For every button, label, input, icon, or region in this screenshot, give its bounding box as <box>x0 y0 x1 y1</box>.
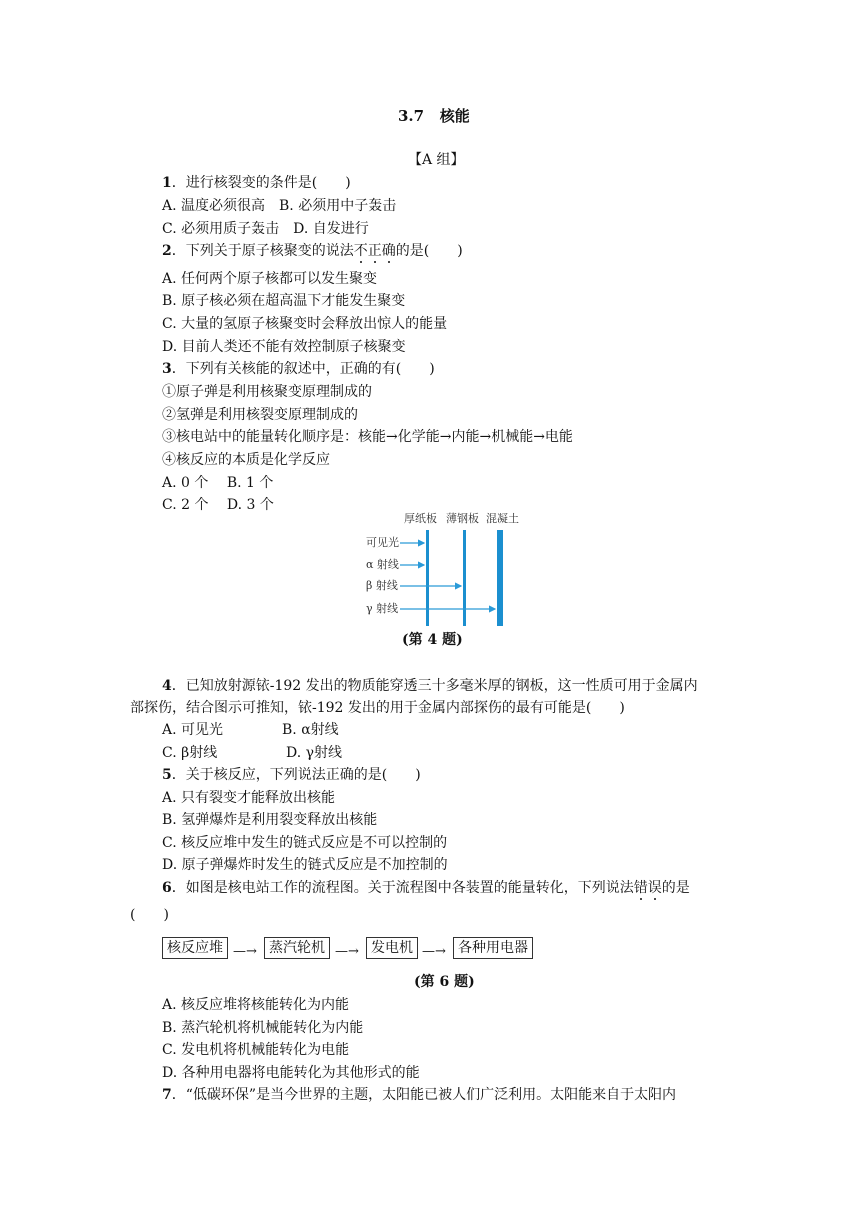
question-text: ．已知放射源铱-192 发出的物质能穿透三十多毫米厚的钢板，这一性质可用于金属内 <box>171 678 698 694</box>
question-number: 3 <box>162 361 172 377</box>
section-name: 核能 <box>439 107 470 125</box>
plate-label-concrete: 混凝土 <box>486 512 519 525</box>
question-text: ．下列有关核能的叙述中，正确的有( ) <box>171 361 435 377</box>
question-6-stem <box>162 878 690 898</box>
question-text: ．“低碳环保”是当今世界的主题，太阳能已被人们广泛利用。太阳能来自于太阳内 <box>171 1087 677 1103</box>
question-4-option-d: D. γ射线 <box>286 745 342 761</box>
ray-diagram <box>360 512 540 630</box>
caption-suffix: 题) <box>437 632 463 648</box>
question-5-option: B. 氢弹爆炸是利用裂变释放出核能 <box>162 812 378 828</box>
question-4-line-1 <box>162 676 698 696</box>
question-5-option: C. 核反应堆中发生的链式反应是不可以控制的 <box>162 835 448 851</box>
question-1-options-ab: A. 温度必须很高 B. 必须用中子轰击 <box>162 198 397 214</box>
plate-label-cardboard: 厚纸板 <box>404 512 437 525</box>
figure-4-penetration-diagram <box>360 512 540 630</box>
question-6-option: C. 发电机将机械能转化为电能 <box>162 1042 350 1058</box>
question-2-option: B. 原子核必须在超高温下才能发生聚变 <box>162 293 406 309</box>
question-text-end: 的是( ) <box>395 243 463 259</box>
question-text: ．如图是核电站工作的流程图。关于流程图中各装置的能量转化，下列说法 <box>171 880 634 896</box>
caption-suffix: 题) <box>449 974 475 990</box>
question-4-option-c: C. β射线 <box>162 745 218 761</box>
question-3-options-ab: A. 0 个 B. 1 个 <box>162 475 274 491</box>
question-5-stem <box>162 765 421 785</box>
flow-arrow: —→ <box>422 944 446 959</box>
flow-arrow: —→ <box>233 944 257 959</box>
section-number: 3.7 <box>398 107 425 125</box>
flow-box-turbine: 蒸汽轮机 <box>264 937 330 959</box>
group-label: 【A 组】 <box>408 152 465 168</box>
ray-label-gamma: γ 射线 <box>366 602 399 615</box>
question-1-stem <box>162 173 351 193</box>
question-6-option: D. 各种用电器将电能转化为其他形式的能 <box>162 1065 420 1081</box>
question-number: 1 <box>162 175 172 191</box>
question-1-options-cd: C. 必须用质子轰击 D. 自发进行 <box>162 221 369 237</box>
question-6-option: B. 蒸汽轮机将机械能转化为内能 <box>162 1020 364 1036</box>
question-3-stem <box>162 359 435 379</box>
question-4-line-2: 部探伤，结合图示可推知，铱-192 发出的用于金属内部探伤的最有可能是( ) <box>130 700 625 716</box>
flow-box-appliances: 各种用电器 <box>453 937 533 959</box>
question-number: 2 <box>162 243 172 259</box>
question-3-item: ②氢弹是利用核裂变原理制成的 <box>162 407 358 423</box>
question-2-option: C. 大量的氢原子核聚变时会释放出惊人的能量 <box>162 316 448 332</box>
question-6-answer-paren: ( ) <box>130 907 169 923</box>
question-7-line-1 <box>162 1085 676 1105</box>
figure-4-caption <box>402 630 463 650</box>
caption-number: 6 <box>439 974 450 990</box>
emphasis-char: 错 <box>633 880 648 896</box>
question-6-option: A. 核反应堆将核能转化为内能 <box>162 997 350 1013</box>
concrete-block <box>497 530 503 626</box>
flow-box-generator: 发电机 <box>366 937 418 959</box>
caption-prefix: (第 <box>402 632 428 648</box>
question-3-item: ③核电站中的能量转化顺序是：核能→化学能→内能→机械能→电能 <box>162 429 573 445</box>
emphasis-char: 确 <box>381 243 396 259</box>
question-5-option: D. 原子弹爆炸时发生的链式反应是不加控制的 <box>162 857 448 873</box>
question-number: 4 <box>162 678 172 694</box>
figure-6-caption <box>414 972 475 992</box>
emphasis-text <box>354 243 396 259</box>
question-number: 6 <box>162 880 172 896</box>
emphasis-char: 不 <box>353 243 368 259</box>
question-5-option: A. 只有裂变才能释放出核能 <box>162 790 336 806</box>
steel-plate <box>463 530 466 626</box>
ray-label-visible: 可见光 <box>366 536 399 549</box>
question-3-item: ①原子弹是利用核聚变原理制成的 <box>162 384 372 400</box>
question-4-option-b: B. α射线 <box>282 722 339 738</box>
plate-label-steel: 薄钢板 <box>446 512 479 525</box>
question-text-end: 的是 <box>661 880 690 896</box>
question-text: ．进行核裂变的条件是( ) <box>171 175 351 191</box>
question-3-item: ④核反应的本质是化学反应 <box>162 452 330 468</box>
question-2-option: A. 任何两个原子核都可以发生聚变 <box>162 271 378 287</box>
question-text: ．下列关于原子核聚变的说法 <box>171 243 354 259</box>
question-text: ．关于核反应，下列说法正确的是( ) <box>171 767 421 783</box>
question-2-stem <box>162 241 463 261</box>
question-4-option-a: A. 可见光 <box>162 722 224 738</box>
flow-box-reactor: 核反应堆 <box>162 937 228 959</box>
ray-label-alpha: α 射线 <box>366 558 399 571</box>
question-number: 7 <box>162 1087 172 1103</box>
page-title <box>398 106 470 126</box>
caption-prefix: (第 <box>414 974 440 990</box>
emphasis-char: 误 <box>647 880 662 896</box>
emphasis-text <box>634 880 662 896</box>
question-2-option: D. 目前人类还不能有效控制原子核聚变 <box>162 339 406 355</box>
caption-number: 4 <box>427 632 438 648</box>
question-3-options-cd: C. 2 个 D. 3 个 <box>162 497 274 513</box>
flow-arrow: —→ <box>335 944 359 959</box>
emphasis-char: 正 <box>367 243 382 259</box>
question-number: 5 <box>162 767 172 783</box>
cardboard-plate <box>426 530 429 626</box>
ray-label-beta: β 射线 <box>366 579 398 592</box>
